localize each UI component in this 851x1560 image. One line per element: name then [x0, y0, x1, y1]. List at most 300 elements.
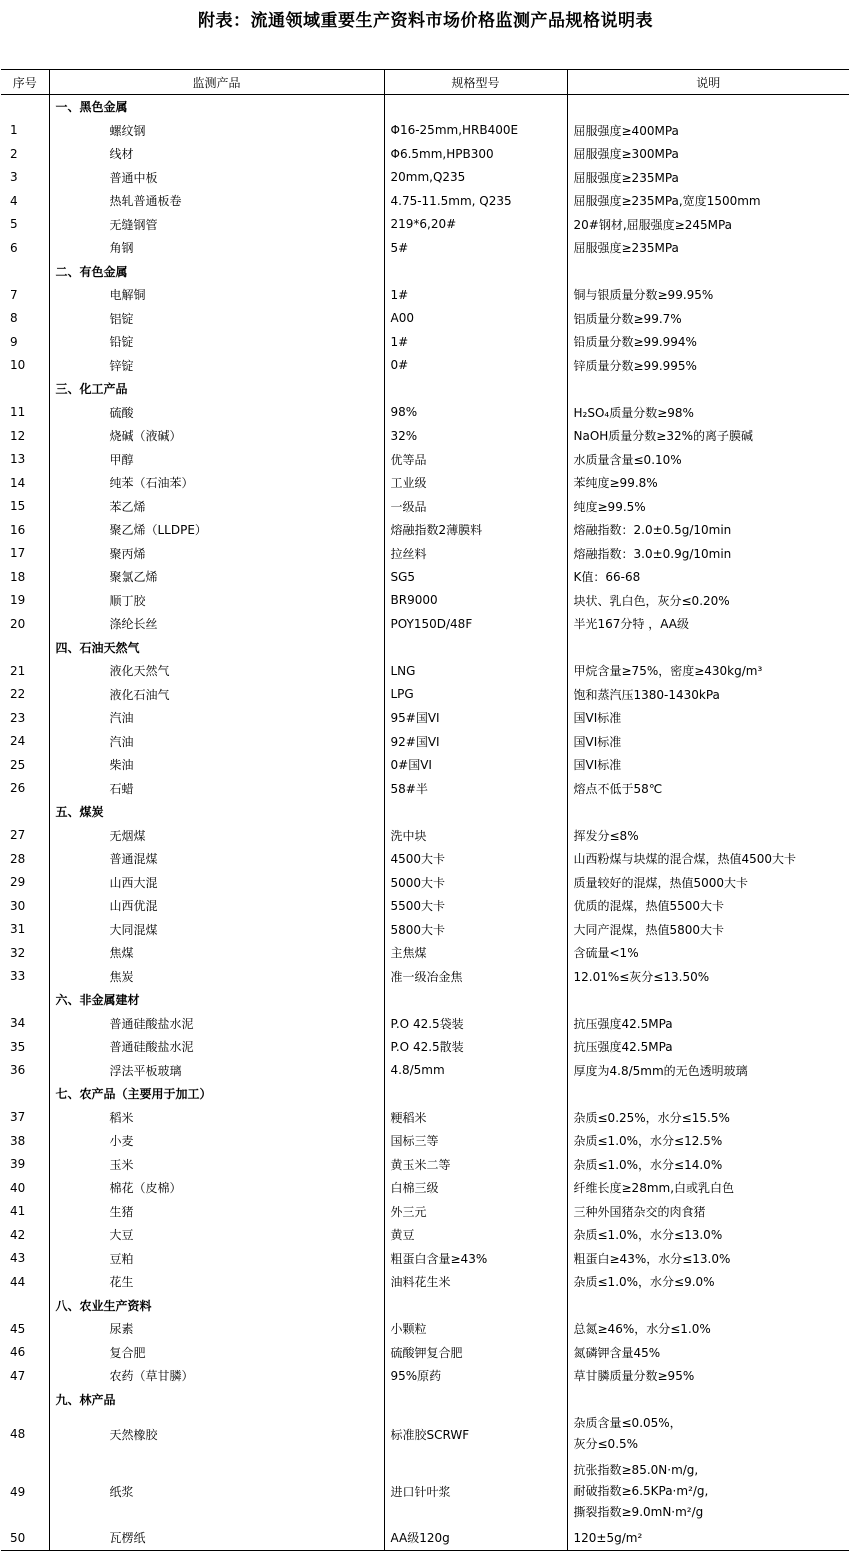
table-row [1, 565, 849, 589]
description-cell [567, 1388, 849, 1412]
description-cell: 120±5g/m² [567, 1526, 849, 1550]
spec-cell: 5# [384, 236, 567, 260]
description-cell: 水质量含量≤0.10% [567, 448, 849, 472]
product-name: 尿素 [49, 1317, 384, 1341]
spec-cell [384, 260, 567, 284]
description-cell: 杂质≤1.0%，水分≤12.5% [567, 1129, 849, 1153]
description-cell: 质量较好的混煤，热值5000大卡 [567, 871, 849, 895]
row-index: 13 [10, 452, 26, 467]
spec-cell: 95#国VI [384, 706, 567, 730]
product-name: 复合肥 [49, 1341, 384, 1365]
table-row [1, 1106, 849, 1130]
product-name: 山西大混 [49, 871, 384, 895]
row-index: 4 [10, 193, 18, 208]
description-cell: 杂质≤1.0%，水分≤14.0% [567, 1153, 849, 1177]
product-name: 焦煤 [49, 941, 384, 965]
category-row [1, 260, 849, 284]
row-index: 18 [10, 569, 26, 584]
spec-cell: 洗中块 [384, 824, 567, 848]
row-index [1, 1388, 49, 1412]
table-row [1, 612, 849, 636]
spec-cell [384, 1294, 567, 1318]
category-label: 四、石油天然气 [49, 636, 384, 660]
table-row [1, 424, 849, 448]
product-name: 汽油 [49, 706, 384, 730]
category-label: 九、林产品 [49, 1388, 384, 1412]
row-index: 7 [10, 287, 18, 302]
spec-cell: 粳稻米 [384, 1106, 567, 1130]
description-cell [567, 95, 849, 119]
category-label: 一、黑色金属 [49, 95, 384, 119]
description-cell: 山西粉煤与块煤的混合煤，热值4500大卡 [567, 847, 849, 871]
description-cell: 杂质≤1.0%，水分≤9.0% [567, 1270, 849, 1294]
row-index: 41 [10, 1204, 26, 1219]
product-name: 生猪 [49, 1200, 384, 1224]
spec-cell [384, 636, 567, 660]
product-name: 汽油 [49, 730, 384, 754]
spec-cell: 95%原药 [384, 1364, 567, 1388]
product-name: 顺丁胶 [49, 589, 384, 613]
table-row [1, 777, 849, 801]
table-row [1, 518, 849, 542]
table-row [1, 330, 849, 354]
table-row [1, 847, 849, 871]
description-cell: H₂SO₄质量分数≥98% [567, 401, 849, 425]
product-name: 普通中板 [49, 166, 384, 190]
table-row [1, 941, 849, 965]
product-name: 豆粕 [49, 1247, 384, 1271]
row-index: 39 [10, 1157, 26, 1172]
description-cell [567, 636, 849, 660]
row-index: 42 [10, 1227, 26, 1242]
row-index: 12 [10, 428, 26, 443]
spec-cell: 外三元 [384, 1200, 567, 1224]
table-row [1, 166, 849, 190]
table-row [1, 189, 849, 213]
product-name: 天然橡胶 [49, 1411, 384, 1457]
spec-cell: LPG [384, 683, 567, 707]
table-row [1, 1012, 849, 1036]
spec-cell [384, 800, 567, 824]
description-cell [567, 800, 849, 824]
spec-cell: 219*6,20# [384, 213, 567, 237]
spec-cell: 1# [384, 283, 567, 307]
row-index: 30 [10, 898, 26, 913]
spec-cell: BR9000 [384, 589, 567, 613]
description-cell: 锌质量分数≥99.995% [567, 354, 849, 378]
product-name: 花生 [49, 1270, 384, 1294]
row-index [1, 260, 49, 284]
description-cell: 国VI标准 [567, 730, 849, 754]
spec-cell: 小颗粒 [384, 1317, 567, 1341]
row-index [1, 800, 49, 824]
spec-cell: 5800大卡 [384, 918, 567, 942]
description-cell: 国VI标准 [567, 753, 849, 777]
table-row [1, 1223, 849, 1247]
spec-cell: SG5 [384, 565, 567, 589]
product-name: 瓦楞纸 [49, 1526, 384, 1550]
description-cell: 挥发分≤8% [567, 824, 849, 848]
spec-cell: Φ6.5mm,HPB300 [384, 142, 567, 166]
table-body [1, 95, 849, 1551]
table-row [1, 918, 849, 942]
spec-cell: 优等品 [384, 448, 567, 472]
product-name: 线材 [49, 142, 384, 166]
row-index: 19 [10, 593, 26, 608]
product-name: 棉花（皮棉） [49, 1176, 384, 1200]
description-cell: 块状、乳白色，灰分≤0.20% [567, 589, 849, 613]
table-row [1, 1035, 849, 1059]
row-index: 47 [10, 1368, 26, 1383]
row-index [1, 636, 49, 660]
product-name: 普通硅酸盐水泥 [49, 1012, 384, 1036]
category-label: 八、农业生产资料 [49, 1294, 384, 1318]
row-index [1, 95, 49, 119]
product-name: 纯苯（石油苯） [49, 471, 384, 495]
table-row [1, 448, 849, 472]
table-row [1, 871, 849, 895]
description-cell: 屈服强度≥235MPa [567, 236, 849, 260]
row-index: 1 [10, 123, 18, 138]
row-index: 21 [10, 663, 26, 678]
spec-cell [384, 95, 567, 119]
category-row [1, 377, 849, 401]
spec-cell: 92#国VI [384, 730, 567, 754]
row-index: 38 [10, 1133, 26, 1148]
row-index: 24 [10, 734, 26, 749]
description-cell [567, 1294, 849, 1318]
table-row [1, 753, 849, 777]
description-cell: 铅质量分数≥99.994% [567, 330, 849, 354]
row-index: 16 [10, 522, 26, 537]
description-cell: 饱和蒸汽压1380-1430kPa [567, 683, 849, 707]
header-spec: 规格型号 [384, 70, 567, 95]
description-cell: 杂质含量≤0.05%， 灰分≤0.5% [567, 1411, 849, 1457]
category-row [1, 95, 849, 119]
spec-table [1, 69, 849, 1551]
row-index: 15 [10, 499, 26, 514]
table-row [1, 119, 849, 143]
product-name: 烧碱（液碱） [49, 424, 384, 448]
spec-cell: 5000大卡 [384, 871, 567, 895]
spec-cell: 4500大卡 [384, 847, 567, 871]
row-index [1, 377, 49, 401]
description-cell: 大同产混煤，热值5800大卡 [567, 918, 849, 942]
description-cell: 12.01%≤灰分≤13.50% [567, 965, 849, 989]
description-cell [567, 260, 849, 284]
table-row [1, 354, 849, 378]
spec-cell: 硫酸钾复合肥 [384, 1341, 567, 1365]
spec-cell: 国标三等 [384, 1129, 567, 1153]
description-cell [567, 377, 849, 401]
description-cell: 铝质量分数≥99.7% [567, 307, 849, 331]
table-row [1, 1200, 849, 1224]
spec-cell: 98% [384, 401, 567, 425]
category-row [1, 1388, 849, 1412]
description-cell: 总氮≥46%，水分≤1.0% [567, 1317, 849, 1341]
table-row [1, 659, 849, 683]
description-cell: 纯度≥99.5% [567, 495, 849, 519]
product-name: 农药（草甘膦） [49, 1364, 384, 1388]
description-cell: 含硫量<1% [567, 941, 849, 965]
row-index: 26 [10, 781, 26, 796]
spec-cell: 黄豆 [384, 1223, 567, 1247]
category-row [1, 988, 849, 1012]
row-index: 43 [10, 1251, 26, 1266]
table-row [1, 307, 849, 331]
product-name: 聚氯乙烯 [49, 565, 384, 589]
description-cell: 屈服强度≥235MPa [567, 166, 849, 190]
spec-cell: 5500大卡 [384, 894, 567, 918]
table-row [1, 1129, 849, 1153]
table-row [1, 1411, 849, 1457]
row-index: 46 [10, 1345, 26, 1360]
description-cell: 抗张指数≥85.0N·m/g, 耐破指数≥6.5KPa·m²/g, 撕裂指数≥9.0mN·m²/g [567, 1457, 849, 1526]
description-cell: 厚度为4.8/5mm的无色透明玻璃 [567, 1059, 849, 1083]
category-row [1, 636, 849, 660]
table-row [1, 730, 849, 754]
product-name: 螺纹钢 [49, 119, 384, 143]
table-row [1, 1153, 849, 1177]
header-product: 监测产品 [49, 70, 384, 95]
spec-cell: Φ16-25mm,HRB400E [384, 119, 567, 143]
spec-cell [384, 988, 567, 1012]
row-index: 8 [10, 311, 18, 326]
description-cell: 杂质≤0.25%，水分≤15.5% [567, 1106, 849, 1130]
spec-cell: AA级120g [384, 1526, 567, 1550]
spec-cell: P.O 42.5散装 [384, 1035, 567, 1059]
spec-cell: 标准胶SCRWF [384, 1411, 567, 1457]
table-row [1, 965, 849, 989]
table-row [1, 1317, 849, 1341]
category-label: 六、非金属建材 [49, 988, 384, 1012]
description-cell [567, 988, 849, 1012]
spec-cell: 主焦煤 [384, 941, 567, 965]
category-label: 七、农产品（主要用于加工） [49, 1082, 384, 1106]
table-row [1, 283, 849, 307]
header-index: 序号 [1, 70, 49, 95]
table-row [1, 894, 849, 918]
product-name: 热轧普通板卷 [49, 189, 384, 213]
table-row [1, 213, 849, 237]
description-cell: 杂质≤1.0%，水分≤13.0% [567, 1223, 849, 1247]
row-index: 28 [10, 851, 26, 866]
spec-cell [384, 1388, 567, 1412]
description-cell: 熔融指数：2.0±0.5g/10min [567, 518, 849, 542]
spec-cell: LNG [384, 659, 567, 683]
row-index [1, 988, 49, 1012]
product-name: 锌锭 [49, 354, 384, 378]
row-index: 29 [10, 875, 26, 890]
table-row [1, 495, 849, 519]
spec-cell: 进口针叶浆 [384, 1457, 567, 1526]
row-index: 32 [10, 945, 26, 960]
description-cell: 20#钢材,屈服强度≥245MPa [567, 213, 849, 237]
description-cell: 三种外国猪杂交的肉食猪 [567, 1200, 849, 1224]
product-name: 聚乙烯（LLDPE） [49, 518, 384, 542]
category-row [1, 800, 849, 824]
spec-cell: 黄玉米二等 [384, 1153, 567, 1177]
product-name: 甲醇 [49, 448, 384, 472]
description-cell [567, 1082, 849, 1106]
description-cell: 屈服强度≥235MPa,宽度1500mm [567, 189, 849, 213]
table-row [1, 683, 849, 707]
table-row [1, 1526, 849, 1550]
product-name: 硫酸 [49, 401, 384, 425]
row-index: 27 [10, 828, 26, 843]
row-index: 5 [10, 217, 18, 232]
row-index: 35 [10, 1039, 26, 1054]
product-name: 涤纶长丝 [49, 612, 384, 636]
page-title: 附表：流通领域重要生产资料市场价格监测产品规格说明表 [198, 11, 653, 31]
description-cell: 草甘膦质量分数≥95% [567, 1364, 849, 1388]
row-index: 31 [10, 922, 26, 937]
product-name: 铅锭 [49, 330, 384, 354]
table-row [1, 1457, 849, 1526]
row-index: 20 [10, 616, 26, 631]
product-name: 玉米 [49, 1153, 384, 1177]
header-description: 说明 [567, 70, 849, 95]
spec-cell: 白棉三级 [384, 1176, 567, 1200]
spec-cell: P.O 42.5袋装 [384, 1012, 567, 1036]
spec-cell: POY150D/48F [384, 612, 567, 636]
spec-cell: 拉丝料 [384, 542, 567, 566]
table-header-row [1, 70, 849, 95]
product-name: 液化天然气 [49, 659, 384, 683]
product-name: 普通混煤 [49, 847, 384, 871]
table-row [1, 706, 849, 730]
description-cell: K值：66-68 [567, 565, 849, 589]
spec-cell: 油料花生米 [384, 1270, 567, 1294]
spec-cell: 粗蛋白含量≥43% [384, 1247, 567, 1271]
spec-cell: 0#国VI [384, 753, 567, 777]
description-cell: 氮磷钾含量45% [567, 1341, 849, 1365]
spec-cell: 32% [384, 424, 567, 448]
table-row [1, 1176, 849, 1200]
spec-cell: 4.75-11.5mm, Q235 [384, 189, 567, 213]
product-name: 液化石油气 [49, 683, 384, 707]
table-row [1, 1059, 849, 1083]
description-cell: 抗压强度42.5MPa [567, 1012, 849, 1036]
row-index [1, 1082, 49, 1106]
description-cell: 半光167分特 ，AA级 [567, 612, 849, 636]
product-name: 无缝钢管 [49, 213, 384, 237]
table-row [1, 1247, 849, 1271]
row-index: 11 [10, 405, 26, 420]
row-index: 25 [10, 757, 26, 772]
description-cell: 熔点不低于58℃ [567, 777, 849, 801]
category-label: 三、化工产品 [49, 377, 384, 401]
row-index: 17 [10, 546, 26, 561]
product-name: 铝锭 [49, 307, 384, 331]
row-index: 33 [10, 969, 26, 984]
table-row [1, 1270, 849, 1294]
row-index: 10 [10, 358, 26, 373]
description-cell: 熔融指数：3.0±0.9g/10min [567, 542, 849, 566]
table-row [1, 1341, 849, 1365]
spec-cell: 0# [384, 354, 567, 378]
spec-cell: 熔融指数2薄膜料 [384, 518, 567, 542]
row-index: 40 [10, 1180, 26, 1195]
description-cell: 国VI标准 [567, 706, 849, 730]
product-name: 石蜡 [49, 777, 384, 801]
product-name: 聚丙烯 [49, 542, 384, 566]
description-cell: 优质的混煤，热值5500大卡 [567, 894, 849, 918]
spec-cell [384, 377, 567, 401]
description-cell: NaOH质量分数≥32%的离子膜碱 [567, 424, 849, 448]
row-index: 50 [1, 1526, 49, 1550]
description-cell: 屈服强度≥400MPa [567, 119, 849, 143]
spec-cell: 4.8/5mm [384, 1059, 567, 1083]
table-row [1, 401, 849, 425]
spec-cell: A00 [384, 307, 567, 331]
table-row [1, 236, 849, 260]
product-name: 稻米 [49, 1106, 384, 1130]
description-cell: 粗蛋白≥43%，水分≤13.0% [567, 1247, 849, 1271]
product-name: 浮法平板玻璃 [49, 1059, 384, 1083]
row-index: 45 [10, 1321, 26, 1336]
category-label: 二、有色金属 [49, 260, 384, 284]
table-row [1, 471, 849, 495]
row-index: 3 [10, 170, 18, 185]
spec-cell [384, 1082, 567, 1106]
product-name: 纸浆 [49, 1457, 384, 1526]
row-index: 23 [10, 710, 26, 725]
product-name: 电解铜 [49, 283, 384, 307]
product-name: 山西优混 [49, 894, 384, 918]
spec-cell: 工业级 [384, 471, 567, 495]
product-name: 苯乙烯 [49, 495, 384, 519]
category-row [1, 1082, 849, 1106]
product-name: 焦炭 [49, 965, 384, 989]
product-name: 大同混煤 [49, 918, 384, 942]
row-index: 48 [10, 1427, 26, 1441]
row-index: 49 [10, 1484, 26, 1499]
table-row [1, 1364, 849, 1388]
category-label: 五、煤炭 [49, 800, 384, 824]
table-row [1, 824, 849, 848]
row-index: 2 [10, 146, 18, 161]
spec-cell: 一级品 [384, 495, 567, 519]
row-index: 37 [10, 1110, 26, 1125]
spec-cell: 准一级冶金焦 [384, 965, 567, 989]
row-index: 44 [10, 1274, 26, 1289]
description-cell: 苯纯度≥99.8% [567, 471, 849, 495]
description-cell: 铜与银质量分数≥99.95% [567, 283, 849, 307]
description-cell: 纤维长度≥28mm,白或乳白色 [567, 1176, 849, 1200]
table-row [1, 542, 849, 566]
row-index [1, 1294, 49, 1318]
product-name: 普通硅酸盐水泥 [49, 1035, 384, 1059]
description-cell: 甲烷含量≥75%，密度≥430kg/m³ [567, 659, 849, 683]
row-index: 6 [10, 240, 18, 255]
table-row [1, 589, 849, 613]
product-name: 柴油 [49, 753, 384, 777]
product-name: 大豆 [49, 1223, 384, 1247]
row-index: 36 [10, 1063, 26, 1078]
description-cell: 抗压强度42.5MPa [567, 1035, 849, 1059]
row-index: 14 [10, 475, 26, 490]
spec-cell: 1# [384, 330, 567, 354]
table-row [1, 142, 849, 166]
category-row [1, 1294, 849, 1318]
description-cell: 屈服强度≥300MPa [567, 142, 849, 166]
row-index: 34 [10, 1016, 26, 1031]
row-index: 22 [10, 687, 26, 702]
product-name: 小麦 [49, 1129, 384, 1153]
product-name: 无烟煤 [49, 824, 384, 848]
spec-cell: 20mm,Q235 [384, 166, 567, 190]
